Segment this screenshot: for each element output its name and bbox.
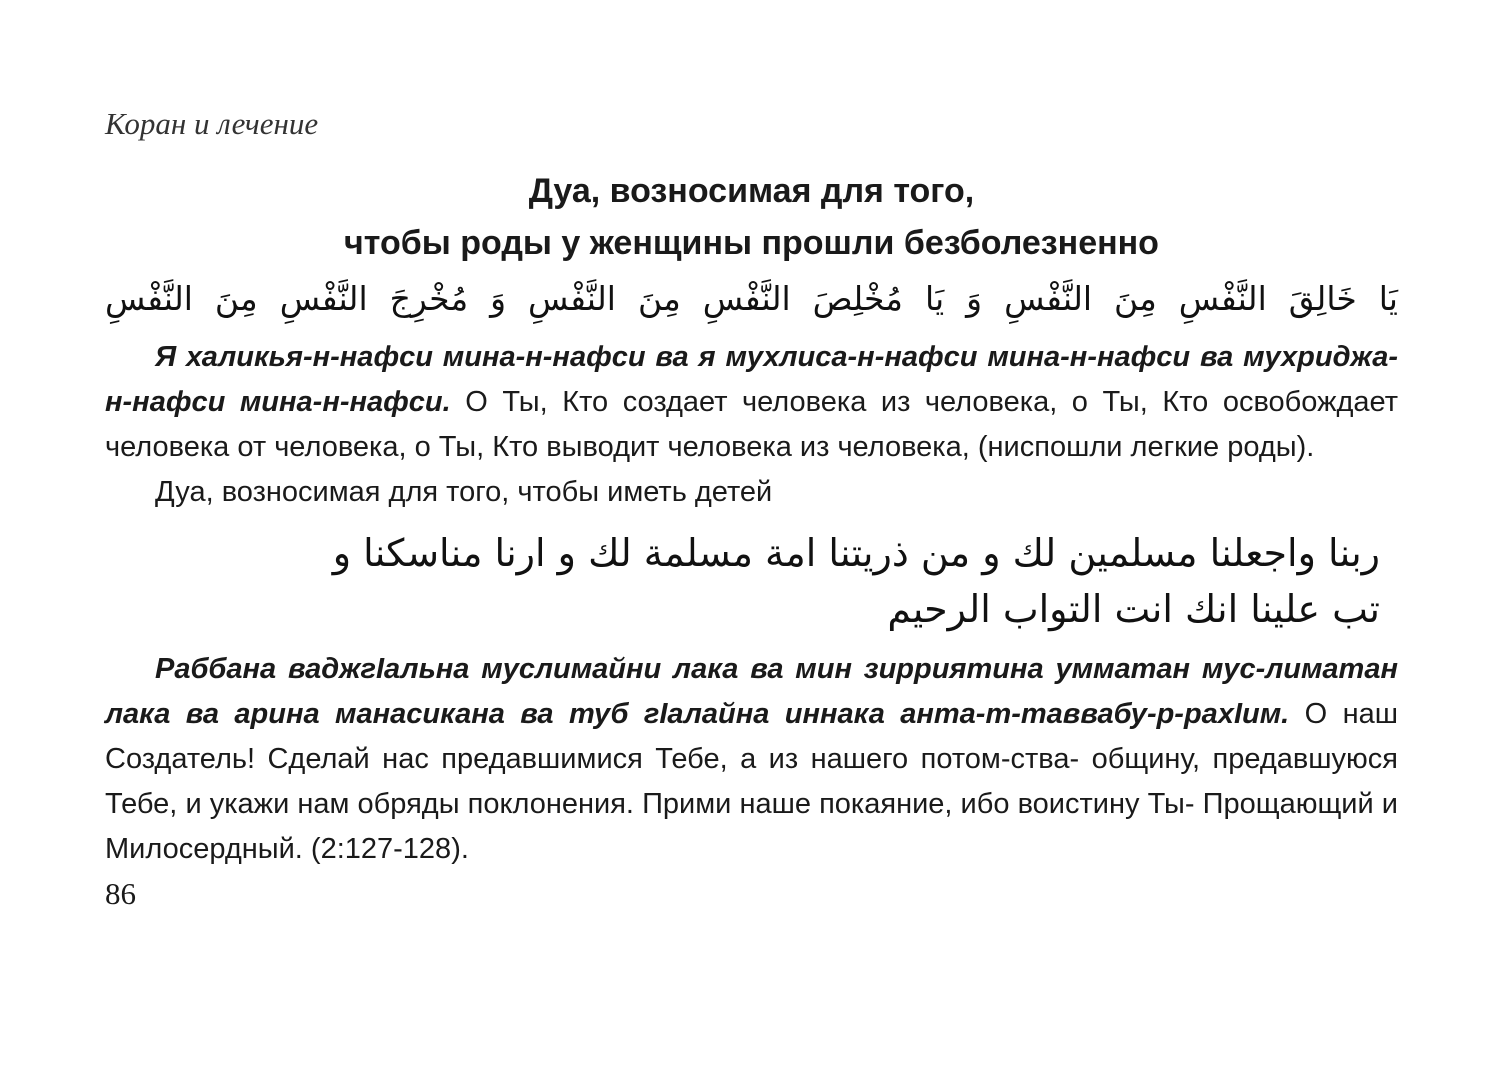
dua-2-paragraph <box>105 647 1398 872</box>
section-title <box>105 165 1398 269</box>
arabic-dua-2 <box>105 525 1398 637</box>
dua-2-transliteration: Раббана ваджгIальна муслимайни лака ва мин зирриятина умматан мус-лиматан лака ва арина манасикана ва туб гIалайна иннака анта-т-таввабу-р-рахIим. <box>105 653 1398 730</box>
arabic-dua-2-line-1: ربنا واجعلنا مسلمين لك و من ذريتنا امة مسلمة لك و ارنا مناسكنا و <box>332 531 1380 575</box>
dua-2-translation: О наш Создатель! Сделай нас предавшимися Тебе, а из нашего потом-ства- общину, предавшуюся Тебе, и укажи нам обряды поклонения. Прими наше покаяние, ибо воистину Ты- Прощающий и Милосердный. (2:127-128). <box>105 698 1398 865</box>
dua-1-translation: О Ты, Кто создает человека из человека, о Ты, Кто освобождает человека от человека, о Ты, Кто выводит человека из человека, (ниспошли легкие роды). <box>105 386 1398 463</box>
section-title-line-2: чтобы роды у женщины прошли безболезненно <box>344 224 1159 262</box>
running-header: Коран и лечение <box>105 106 319 141</box>
section-2-title: Дуа, возносимая для того, чтобы иметь детей <box>155 476 773 508</box>
arabic-dua-2-line-2: تب علينا انك انت التواب الرحيم <box>887 587 1380 631</box>
page-number: 86 <box>105 876 136 911</box>
book-page <box>105 95 1398 914</box>
dua-1-transliteration: Я халикья-н-нафси мина-н-нафси ва я мухлиса-н-нафси мина-н-нафси ва мухриджа-н-нафси мина-н-нафси. <box>105 341 1398 418</box>
section-title-line-1: Дуа, возносимая для того, <box>528 172 975 210</box>
dua-1-paragraph <box>105 335 1398 470</box>
arabic-dua-1: يَا خَالِقَ النَّفْسِ مِنَ النَّفْسِ وَ يَا مُخْلِصَ النَّفْسِ مِنَ النَّفْسِ وَ مُخْرِجَ النَّفْسِ مِنَ النَّفْسِ <box>105 279 1398 318</box>
